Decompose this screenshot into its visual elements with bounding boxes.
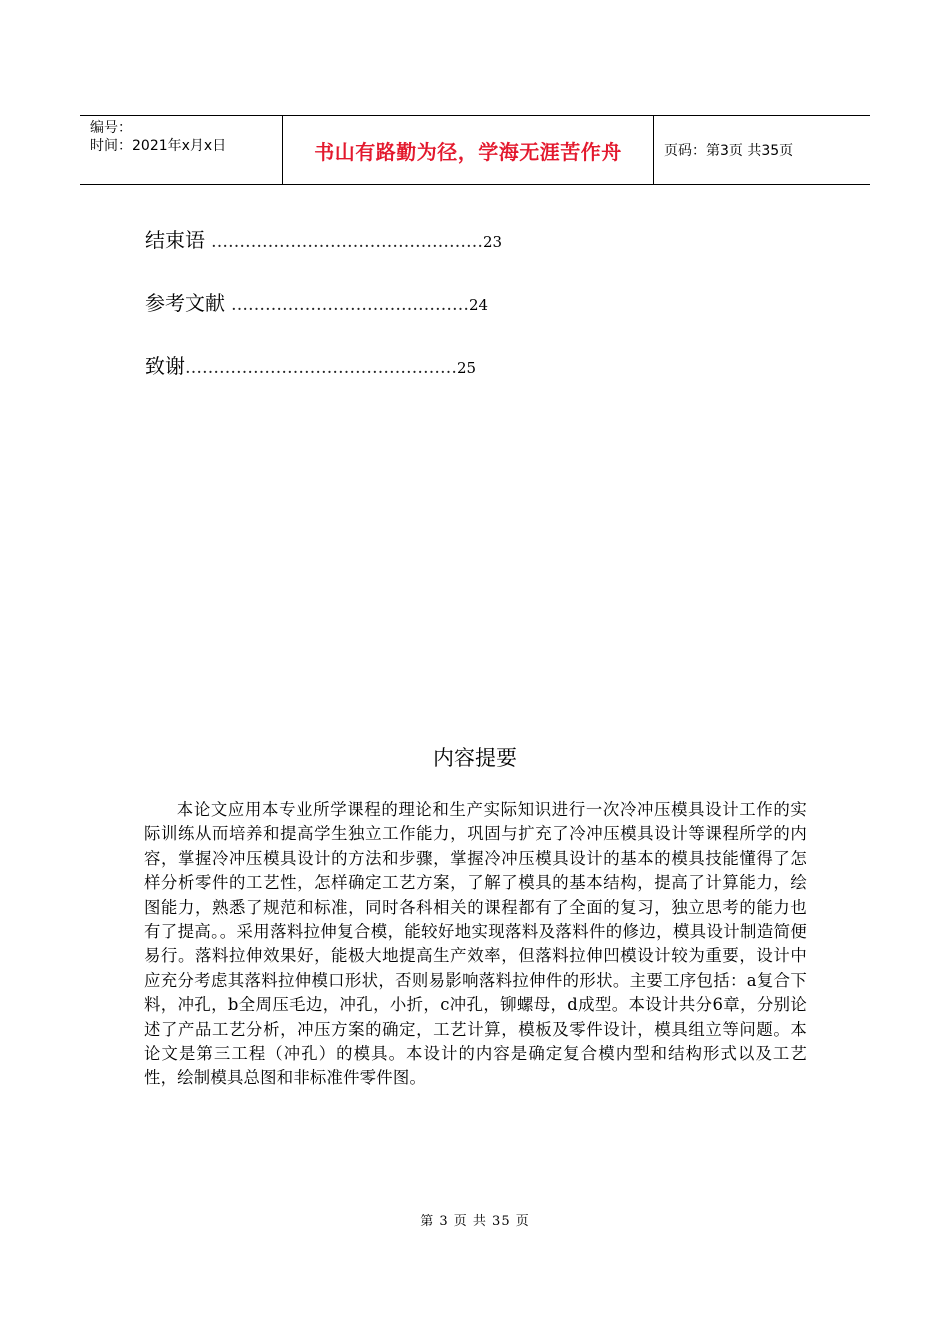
- toc-entry-leader: …………………………………………: [211, 232, 483, 252]
- document-number-label: 编号：: [90, 120, 132, 136]
- toc-entry-title: 结束语: [145, 228, 205, 252]
- toc-entry-leader: …………………………………………: [185, 358, 457, 378]
- toc-entry-conclusion[interactable]: [145, 224, 502, 253]
- toc-entry-page: 23: [483, 233, 503, 251]
- section-title: 内容提要: [433, 746, 517, 770]
- header-page-info: 页码：第3页 共35页: [664, 143, 794, 159]
- toc-entry-title: 致谢: [145, 354, 185, 378]
- toc-entry-references[interactable]: [145, 287, 488, 316]
- header-table: [80, 115, 870, 185]
- toc-entry-acknowledgements[interactable]: [145, 350, 476, 379]
- toc-entry-title: 参考文献: [145, 291, 225, 315]
- abstract-paragraph: 本论文应用本专业所学课程的理论和生产实际知识进行一次冷冲压模具设计工作的实际训练从而培养和提高学生独立工作能力，巩固与扩充了冷冲压模具设计等课程所学的内容，掌握冷冲压模具设计的方法和步骤，掌握冷冲压模具设计的基本的模具技能懂得了怎样分析零件的工艺性，怎样确定工艺方案，了解了模具的基本结构，提高了计算能力，绘图能力，熟悉了规范和标准，同时各科相关的课程都有了全面的复习，独立思考的能力也有了提高。。采用落料拉伸复合模，能较好地实现落料及落料件的修边，模具设计制造简便易行。落料拉伸效果好，能极大地提高生产效率，但落料拉伸凹模设计较为重要，设计中应充分考虑其落料拉伸模口形状，否则易影响落料拉伸件的形状。主要工序包括：a复合下料，冲孔，b全周压毛边，冲孔，小折，c冲孔，铆螺母，d成型。本设计共分6章，分别论述了产品工艺分析，冲压方案的确定，工艺计算，模板及零件设计，模具组立等问题。本论文是第三工程（冲孔）的模具。本设计的内容是确定复合模内型和结构形式以及工艺性，绘制模具总图和非标准件零件图。: [144, 800, 807, 1088]
- header-meta: [80, 116, 282, 184]
- toc-entry-page: 25: [457, 359, 477, 377]
- toc-entry-leader: ……………………………………: [231, 295, 469, 315]
- document-time-label: 时间：2021年x月x日: [90, 138, 227, 154]
- page-footer: 第 3 页 共 35 页: [420, 1214, 530, 1229]
- header-motto: 书山有路勤为径，学海无涯苦作舟: [282, 116, 654, 184]
- toc-entry-page: 24: [469, 296, 489, 314]
